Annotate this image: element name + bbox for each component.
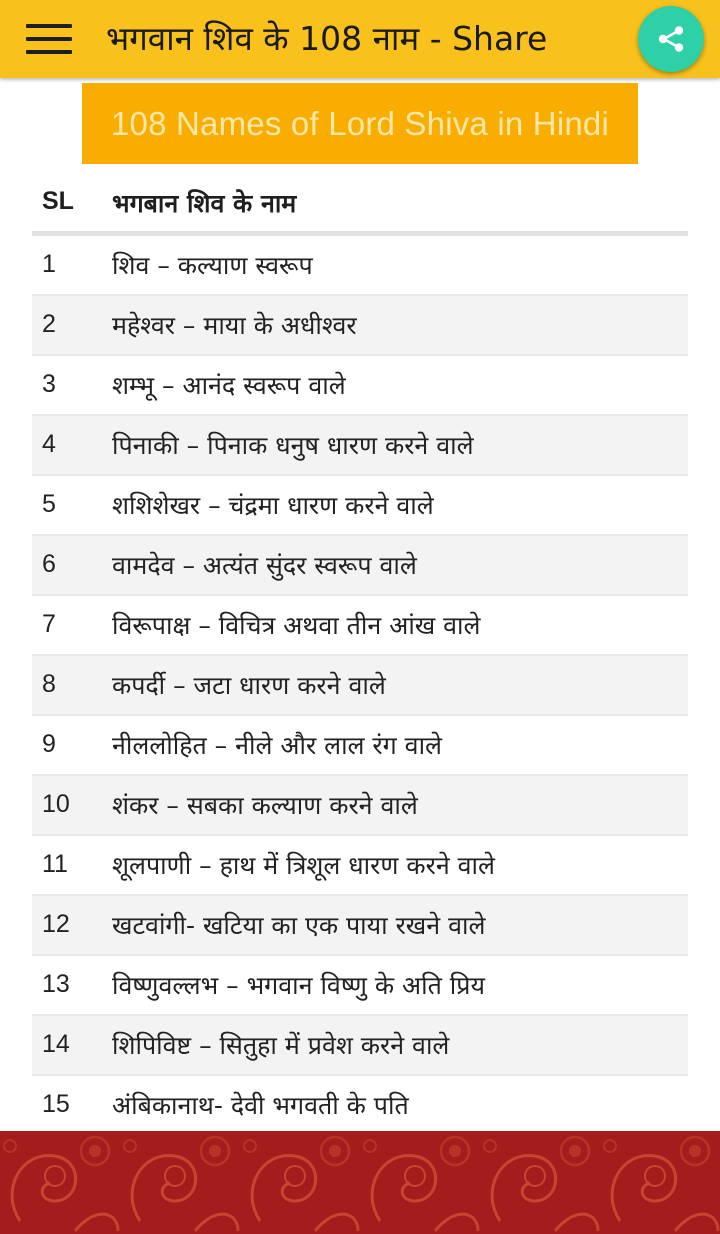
row-name: शंकर – सबका कल्याण करने वाले [112,791,418,820]
row-sl: 8 [42,670,56,698]
table-row [32,956,688,1016]
table-row [32,1076,688,1136]
row-name: शम्भू – आनंद स्वरूप वाले [112,371,346,400]
row-name: शिपिविष्ट – सितुहा में प्रवेश करने वाले [112,1031,450,1060]
row-sl: 5 [42,490,56,518]
row-sl: 7 [42,610,56,638]
row-name: खटवांगी- खटिया का एक पाया रखने वाले [112,911,486,940]
row-sl: 3 [42,370,56,398]
row-name: शूलपाणी – हाथ में त्रिशूल धारण करने वाले [112,851,495,880]
table-row [32,236,688,296]
row-name: अंबिकानाथ- देवी भगवती के पति [112,1091,409,1120]
hamburger-menu-icon[interactable] [24,24,74,56]
row-sl: 11 [42,850,68,878]
row-name: महेश्वर – माया के अधीश्वर [112,311,357,340]
row-name: शशिशेखर – चंद्रमा धारण करने वाले [112,491,434,520]
row-sl: 4 [42,430,56,458]
page-banner: 108 Names of Lord Shiva in Hindi [82,83,638,164]
table-row [32,356,688,416]
share-icon [655,23,687,55]
row-name: पिनाकी – पिनाक धनुष धारण करने वाले [112,431,474,460]
header-sl: SL [42,187,74,215]
names-table [32,172,688,1136]
table-row [32,416,688,476]
header-name: भगबान शिव के नाम [112,189,297,218]
table-header [32,172,688,236]
row-sl: 9 [42,730,56,758]
row-name: वामदेव – अत्यंत सुंदर स्वरूप वाले [112,551,417,580]
decorative-footer [0,1131,720,1234]
row-sl: 10 [42,790,70,818]
row-sl: 12 [42,910,70,938]
row-name: कपर्दी – जटा धारण करने वाले [112,671,386,700]
table-row [32,536,688,596]
row-sl: 1 [42,250,56,278]
table-row [32,596,688,656]
row-sl: 15 [42,1090,70,1118]
row-name: शिव – कल्याण स्वरूप [112,251,313,280]
row-sl: 14 [42,1030,70,1058]
row-sl: 6 [42,550,56,578]
paisley-pattern-icon [0,1131,720,1234]
share-button[interactable] [638,6,704,72]
app-bar [0,0,720,78]
table-row [32,776,688,836]
row-sl: 2 [42,310,56,338]
table-row [32,476,688,536]
row-name: विष्णुवल्लभ – भगवान विष्णु के अति प्रिय [112,971,486,1000]
app-title: भगवान शिव के 108 नाम - Share [106,19,548,58]
table-row [32,1016,688,1076]
table-row [32,716,688,776]
row-name: नीललोहित – नीले और लाल रंग वाले [112,731,443,760]
table-row [32,296,688,356]
table-row [32,896,688,956]
row-sl: 13 [42,970,70,998]
row-name: विरूपाक्ष – विचित्र अथवा तीन आंख वाले [112,611,481,640]
table-row [32,656,688,716]
table-row [32,836,688,896]
